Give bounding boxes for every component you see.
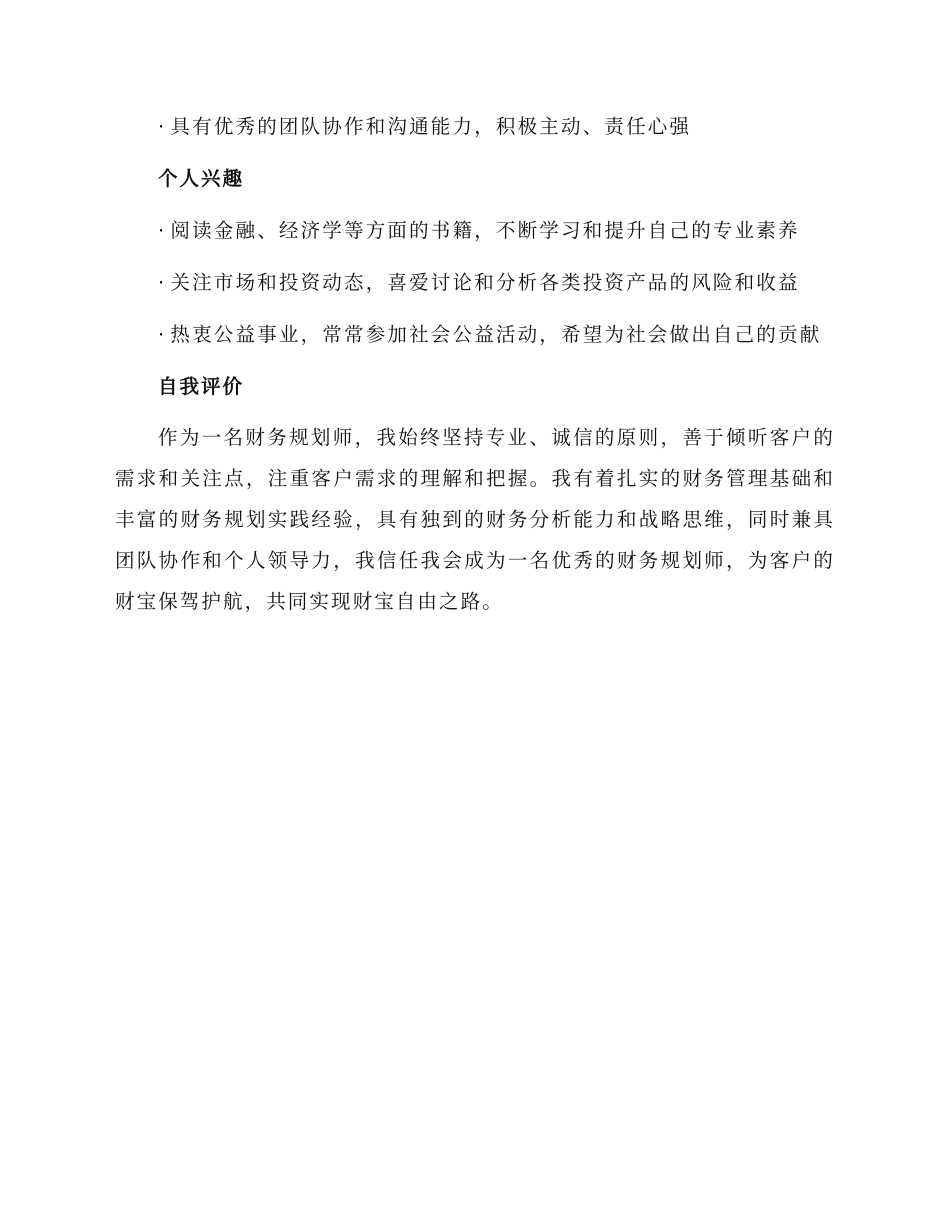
interests-bullet-2-text: 关注市场和投资动态，喜爱讨论和分析各类投资产品的风险和收益	[170, 271, 800, 294]
interests-bullet-1	[158, 218, 800, 244]
bullet-dot: ·	[158, 323, 167, 346]
interests-bullet-1-text: 阅读金融、经济学等方面的书籍，不断学习和提升自己的专业素养	[170, 219, 800, 242]
self-evaluation-paragraph: 作为一名财务规划师，我始终坚持专业、诚信的原则，善于倾听客户的需求和关注点，注重客户需求的理解和把握。我有着扎实的财务管理基础和丰富的财务规划实践经验，具有独到的财务分析能力和战略思维，同时兼具团队协作和个人领导力，我信任我会成为一名优秀的财务规划师，为客户的财宝保驾护航，共同实现财宝自由之路。	[115, 426, 835, 613]
interests-bullet-3	[158, 322, 821, 348]
interests-bullet-3-text: 热衷公益事业，常常参加社会公益活动，希望为社会做出自己的贡献	[170, 323, 822, 346]
bullet-dot: ·	[158, 271, 167, 294]
bullet-dot: ·	[158, 115, 167, 138]
skills-bullet-1	[158, 114, 691, 140]
interests-heading: 个人兴趣	[158, 167, 245, 190]
self-evaluation-heading: 自我评价	[158, 375, 245, 398]
bullet-dot: ·	[158, 219, 167, 242]
skills-bullet-1-text: 具有优秀的团队协作和沟通能力，积极主动、责任心强	[170, 115, 692, 138]
interests-bullet-2	[158, 270, 800, 296]
